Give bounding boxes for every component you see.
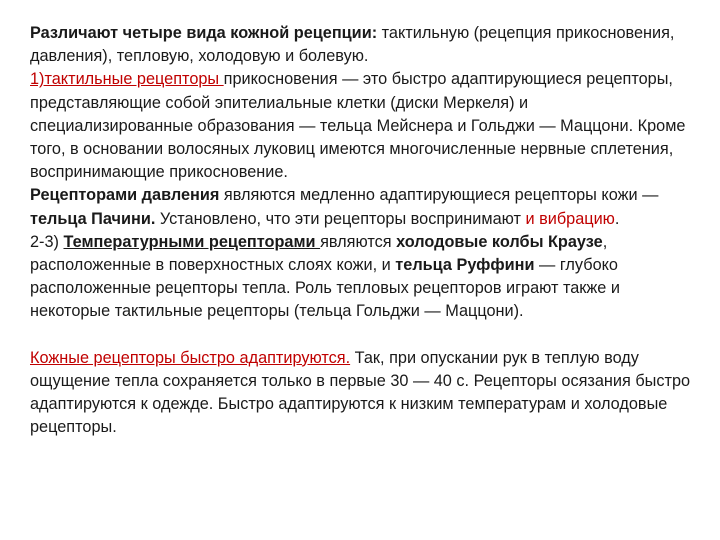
temperature-receptors-title: Температурными рецепторами bbox=[63, 232, 321, 251]
adaptation-title: Кожные рецепторы быстро адаптируются. bbox=[30, 348, 351, 367]
paragraph-receptors bbox=[30, 22, 695, 324]
intro-text: тактильную (рецепция прикосновения, давления), тепловую, холодовую и болевую. bbox=[30, 24, 679, 66]
ruffini-corpuscles: тельца Руффини bbox=[395, 256, 535, 275]
adaptation-text: Так, при опускании рук в теплую воду ощущение тепла сохраняется только в первые 30 — 40 с. Рецепторы осязания быстро адаптируются к одежде. Быстро адаптируются к низким температурам и холодовые рецепторы. bbox=[30, 348, 695, 437]
tactile-receptors-text: прикосновения — это быстро адаптирующиеся рецепторы, представляющие собой эпителиальные клетки (диски Меркеля) и специализированные образования — тельца Мейснера и Гольджи — Маццони. Кроме того, в основании волосяных луковиц имеются многочисленные нервные сплетения, воспринимающие прикосновение. bbox=[30, 70, 686, 182]
paragraph-adaptation bbox=[30, 347, 695, 440]
established-text: Установлено, что эти рецепторы воспринимают bbox=[155, 209, 526, 228]
temperature-prefix: 2-3) bbox=[30, 232, 64, 251]
pacini-corpuscles: тельца Пачини. bbox=[30, 209, 156, 228]
vibration-text: и вибрацию bbox=[525, 209, 615, 228]
tactile-receptors-title: 1)тактильные рецепторы bbox=[30, 70, 224, 89]
krause-bulbs: холодовые колбы Краузе bbox=[396, 232, 603, 251]
pressure-receptors-text: являются медленно адаптирующиеся рецепторы кожи — bbox=[219, 186, 663, 205]
temperature-text-2: , расположенные в поверхностных слоях кожи, и bbox=[30, 232, 612, 275]
temperature-text-1: являются bbox=[320, 232, 397, 251]
slide-text-content bbox=[30, 22, 695, 439]
temperature-text-3: — глубоко расположенные рецепторы тепла. Роль тепловых рецепторов играют также и некоторые тактильные рецепторы (тельца Гольджи — Маццони). bbox=[30, 256, 625, 321]
pressure-receptors-title: Рецепторами давления bbox=[30, 186, 220, 205]
paragraph-gap bbox=[30, 324, 695, 347]
period: . bbox=[614, 209, 620, 228]
intro-heading: Различают четыре вида кожной рецепции: bbox=[30, 24, 378, 42]
